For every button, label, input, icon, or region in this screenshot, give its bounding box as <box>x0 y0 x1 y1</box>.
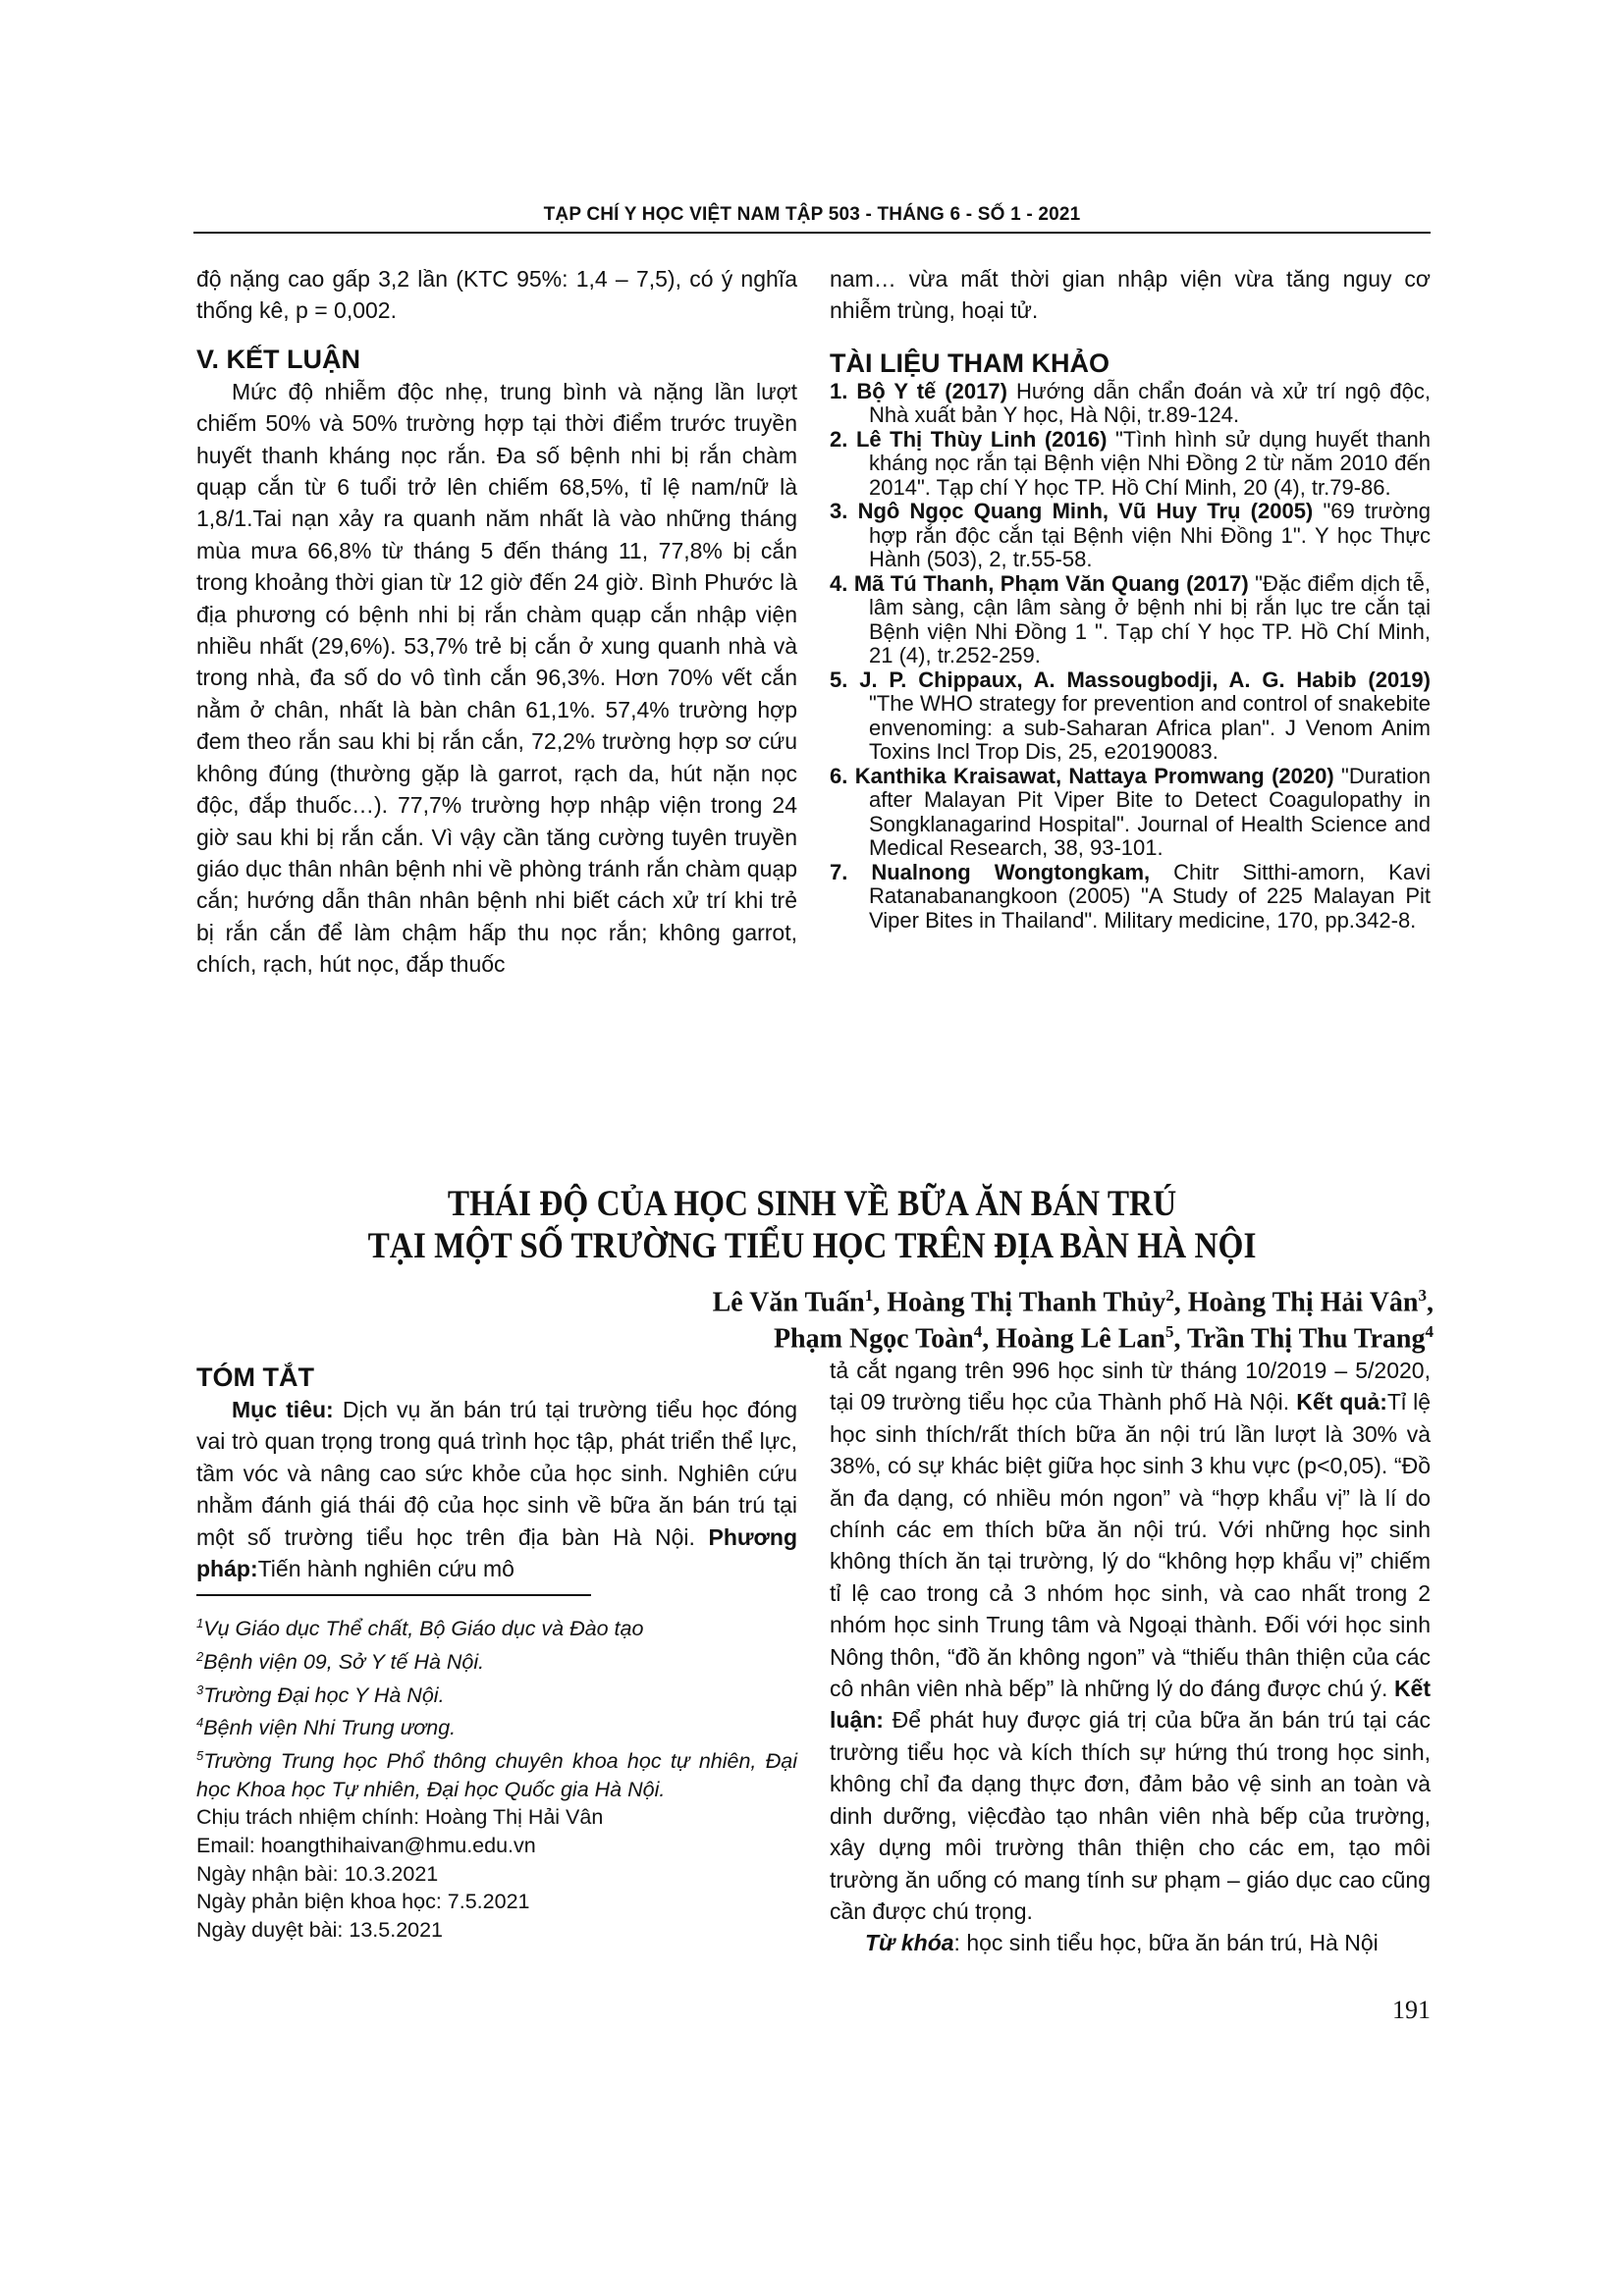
author: Phạm Ngọc Toàn <box>773 1323 974 1355</box>
reference-authors: Ngô Ngọc Quang Minh, Vũ Huy Trụ (2005) <box>857 499 1314 524</box>
prev-right-tail: nam… vừa mất thời gian nhập viện vừa tăng nguy cơ nhiễm trùng, hoại tử. <box>830 266 1431 324</box>
conclusion-heading: V. KẾT LUẬN <box>196 344 361 374</box>
abstract-objective <box>196 1394 797 1584</box>
method-text: Tiến hành nghiên cứu mô <box>257 1556 514 1582</box>
running-header: TẠP CHÍ Y HỌC VIỆT NAM TẬP 503 - THÁNG 6 - SỐ 1 - 2021 <box>543 204 1081 225</box>
results-label: Kết quả: <box>1296 1389 1387 1415</box>
author: Hoàng Thị Hải Vân <box>1187 1287 1419 1318</box>
keywords <box>830 1927 1431 1958</box>
reference-authors: Nualnong Wongtongkam, <box>871 859 1151 884</box>
reference-number: 1. <box>830 378 848 403</box>
reference-item <box>830 572 1431 668</box>
reference-text: "The WHO strategy for prevention and control of snakebite envenoming: a sub-Saharan Africa plan". J Venom Anim Toxins Incl Trop Dis, 25, e20190083. <box>869 691 1431 765</box>
reference-text: "Tình hình sử dụng huyết thanh kháng nọc rắn tại Bệnh viện Nhi Đồng 2 từ năm 2010 đến 2014". Tạp chí Y học TP. Hồ Chí Minh, 20 (4), tr.79-86. <box>869 426 1432 500</box>
method-text-cont: tả cắt ngang trên 996 học sinh từ tháng 10/2019 – 5/2020, tại 09 trường tiểu học của Thành phố Hà Nội. <box>830 1358 1431 1415</box>
reference-text: Chitr Sitthi-amorn, Kavi Ratanabanangkoon (2005) "A Study of 225 Malayan Pit Viper Bites in Thailand". Military medicine, 170, pp.342-8. <box>869 859 1431 933</box>
author-affiliation: 2 <box>1165 1286 1174 1305</box>
objective-text: Dịch vụ ăn bán trú tại trường tiểu học đóng vai trò quan trọng trong quá trình học tập, phát triển thể lực, tầm vóc và nâng cao sức khỏe của học sinh. Nghiên cứu nhằm đánh giá thái độ của học sinh về bữa ăn bán trú tại một số trường tiểu học trên địa bàn Hà Nội. <box>196 1397 797 1550</box>
reference-item <box>830 861 1431 934</box>
keywords-label: Từ khóa <box>865 1930 954 1956</box>
affiliation-item <box>196 1709 797 1742</box>
prev-results-tail: độ nặng cao gấp 3,2 lần (KTC 95%: 1,4 – 7,5), có ý nghĩa thống kê, p = 0,002. <box>196 266 797 324</box>
abstract-right-column <box>830 1355 1431 1959</box>
abstract-conclusion-text: Để phát huy được giá trị của bữa ăn bán trú tại các trường tiểu học và kích thích sự hứng thú trong học sinh, không chỉ đa dạng thực đơn, đảm bảo vệ sinh an toàn và dinh dưỡng, việcđào tạo nhân viên nhà bếp của trường, xây dựng môi trường thân thiện cho các em, tạo môi trường ăn uống có mang tính sư phạm – giáo dục cao cũng cần được chú trọng. <box>830 1707 1431 1924</box>
author-affiliation: 5 <box>1164 1322 1174 1341</box>
prev-right-column <box>830 263 1431 933</box>
affiliation-item <box>196 1610 797 1643</box>
affiliation-text: Bệnh viện 09, Sở Y tế Hà Nội. <box>203 1649 485 1674</box>
article-title-line-1: THÁI ĐỘ CỦA HỌC SINH VỀ BỮA ĂN BÁN TRÚ <box>447 1184 1177 1224</box>
email: Email: hoangthihaivan@hmu.edu.vn <box>196 1833 536 1857</box>
affiliation-number: 4 <box>196 1715 204 1731</box>
author: Hoàng Thị Thanh Thủy <box>887 1287 1166 1318</box>
reference-text: "Đặc điểm dịch tễ, lâm sàng, cận lâm sàng ở bệnh nhi bị rắn lục tre cắn tại Bệnh viện Nhi Đồng 1 ". Tạp chí Y học TP. Hồ Chí Minh, 21 (4), tr.252-259. <box>869 570 1431 668</box>
header-rule <box>193 232 1431 234</box>
affiliation-list <box>196 1610 797 1803</box>
reference-authors: Kanthika Kraisawat, Nattaya Promwang (2020) <box>854 763 1334 788</box>
author-affiliation: 3 <box>1418 1286 1427 1305</box>
received-date: Ngày nhận bài: 10.3.2021 <box>196 1861 439 1886</box>
reference-number: 7. <box>830 859 848 884</box>
reference-item <box>830 380 1431 428</box>
method-label: Phương pháp: <box>196 1523 797 1582</box>
reference-item <box>830 765 1431 861</box>
reference-text: "Duration after Malayan Pit Viper Bite to Detect Coagulopathy in Songklanagarind Hospital". Journal of Health Science and Medical Research, 38, 93-101. <box>869 763 1431 861</box>
author: Hoàng Lê Lan <box>996 1323 1165 1355</box>
affiliation-text: Trường Đại học Y Hà Nội. <box>203 1682 445 1707</box>
accepted-date: Ngày duyệt bài: 13.5.2021 <box>196 1917 444 1942</box>
reference-list <box>830 380 1431 934</box>
prev-left-column <box>196 263 797 981</box>
references-heading: TÀI LIỆU THAM KHẢO <box>830 347 1110 378</box>
review-date: Ngày phản biện khoa học: 7.5.2021 <box>196 1890 530 1914</box>
author-affiliation: 1 <box>864 1286 874 1305</box>
reference-text: "69 trường hợp rắn độc cắn tại Bệnh viện Nhi Đồng 1". Y học Thực Hành (503), 2, tr.55-58. <box>869 499 1431 572</box>
affiliation-item <box>196 1742 797 1803</box>
conclusion-text: Mức độ nhiễm độc nhẹ, trung bình và nặng lần lượt chiếm 50% và 50% trường hợp tại thời điểm trước truyền huyết thanh kháng nọc rắn. Đa số bệnh nhi bị rắn chàm quạp cắn từ 6 tuổi trở lên chiếm 68,5%, tỉ lệ nam/nữ là 1,8/1.Tai nạn xảy ra quanh năm nhất là vào những tháng mùa mưa 66,8% từ tháng 5 đến tháng 11, 77,8% bị cắn trong khoảng thời gian từ 12 giờ đến 24 giờ. Bình Phước là địa phương có bệnh nhi bị rắn chàm quạp cắn nhập viện nhiều nhất (29,6%). 53,7% trẻ bị cắn ở xung quanh nhà và trong nhà, đa số do vô tình cắn 96,3%. Hơn 70% vết cắn nằm ở chân, nhất là bàn chân 61,1%. 57,4% trường hợp đem theo rắn sau khi bị rắn cắn, 72,2% trường hợp sơ cứu không đúng (thường gặp là garrot, rạch da, hút nặn nọc độc, đắp thuốc…). 77,7% trường hợp nhập viện trong 24 giờ sau khi bị rắn cắn. Vì vậy cần tăng cường tuyên truyền giáo dục thân nhân bệnh nhi về phòng tránh rắn chàm quạp cắn; hướng dẫn thân nhân bệnh nhi biết cách xử trí khi trẻ bị rắn cắn để làm chậm hấp thu nọc rắn; không garrot, chích, rạch, hút nọc, đắp thuốc <box>196 378 797 978</box>
affiliation-text: Vụ Giáo dục Thể chất, Bộ Giáo dục và Đào tạo <box>203 1617 644 1641</box>
reference-authors: Mã Tú Thanh, Phạm Văn Quang (2017) <box>853 570 1249 596</box>
author-affiliation: 4 <box>1425 1322 1434 1341</box>
reference-authors: Lê Thị Thùy Linh (2016) <box>855 426 1108 452</box>
footnote-rule <box>196 1594 591 1596</box>
reference-authors: J. P. Chippaux, A. Massougbodji, A. G. Habib (2019) <box>859 667 1431 692</box>
affiliation-text: Bệnh viện Nhi Trung ương. <box>203 1716 457 1740</box>
reference-number: 6. <box>830 763 848 788</box>
page-number: 191 <box>1392 1996 1431 2024</box>
author: Trần Thị Thu Trang <box>1186 1323 1426 1355</box>
abstract-heading: TÓM TẮT <box>196 1362 314 1392</box>
abstract-continued <box>830 1355 1431 1927</box>
reference-number: 2. <box>830 426 848 452</box>
author: Lê Văn Tuấn <box>712 1287 865 1318</box>
reference-number: 5. <box>830 667 848 692</box>
keywords-text: : học sinh tiểu học, bữa ăn bán trú, Hà Nội <box>953 1930 1379 1956</box>
footnotes <box>196 1610 797 1944</box>
article-title-line-2: TẠI MỘT SỐ TRƯỜNG TIỂU HỌC TRÊN ĐỊA BÀN HÀ NỘI <box>367 1226 1257 1266</box>
reference-number: 4. <box>830 570 848 596</box>
affiliation-number: 5 <box>196 1748 204 1763</box>
affiliation-item <box>196 1643 797 1677</box>
reference-text: Hướng dẫn chẩn đoán và xử trí ngộ độc, Nhà xuất bản Y học, Hà Nội, tr.89-124. <box>869 378 1431 428</box>
affiliation-number: 1 <box>196 1616 204 1630</box>
abstract-left-column <box>196 1361 797 1584</box>
reference-authors: Bộ Y tế (2017) <box>856 378 1007 403</box>
objective-label: Mục tiêu: <box>232 1397 334 1422</box>
reference-number: 3. <box>830 499 848 524</box>
affiliation-item <box>196 1677 797 1710</box>
author-line-1: Lê Văn Tuấn$^1$, Hoàng Thị Thanh Thủy$^2$, Hoàng Thị Hải Vân$^3$, <box>712 1286 1434 1318</box>
affiliation-text: Trường Trung học Phổ thông chuyên khoa học tự nhiên, Đại học Khoa học Tự nhiên, Đại học Quốc gia Hà Nội. <box>196 1749 797 1801</box>
conclusion-label: Kết luận: <box>830 1676 1431 1734</box>
affiliation-number: 3 <box>196 1682 204 1697</box>
reference-item <box>830 428 1431 501</box>
author-line-2: Phạm Ngọc Toàn$^4$, Hoàng Lê Lan$^5$, Trần Thị Thu Trang$^4$ <box>773 1322 1434 1355</box>
corresponding-author: Chịu trách nhiệm chính: Hoàng Thị Hải Vân <box>196 1805 604 1830</box>
reference-item <box>830 500 1431 572</box>
results-text: Tỉ lệ học sinh thích/rất thích bữa ăn nội trú lần lượt là 30% và 38%, có sự khác biệt giữa học sinh 3 khu vực (p<0,05). “Đồ ăn đa dạng, có nhiều món ngon” và “hợp khẩu vị” là lí do chính các em thích bữa ăn nội trú. Với những học sinh không thích ăn tại trường, lý do “không hợp khẩu vị” chiếm tỉ lệ cao trong cả 3 nhóm học sinh, và cao nhất trong 2 nhóm học sinh Trung tâm và Ngoại thành. Đối với học sinh Nông thôn, “đồ ăn không ngon” và “thiếu thân thiện của các cô nhân viên nhà bếp” là những lý do đáng được chú ý. <box>830 1389 1432 1702</box>
affiliation-number: 2 <box>196 1648 204 1664</box>
reference-item <box>830 668 1431 765</box>
author-affiliation: 4 <box>973 1322 983 1341</box>
